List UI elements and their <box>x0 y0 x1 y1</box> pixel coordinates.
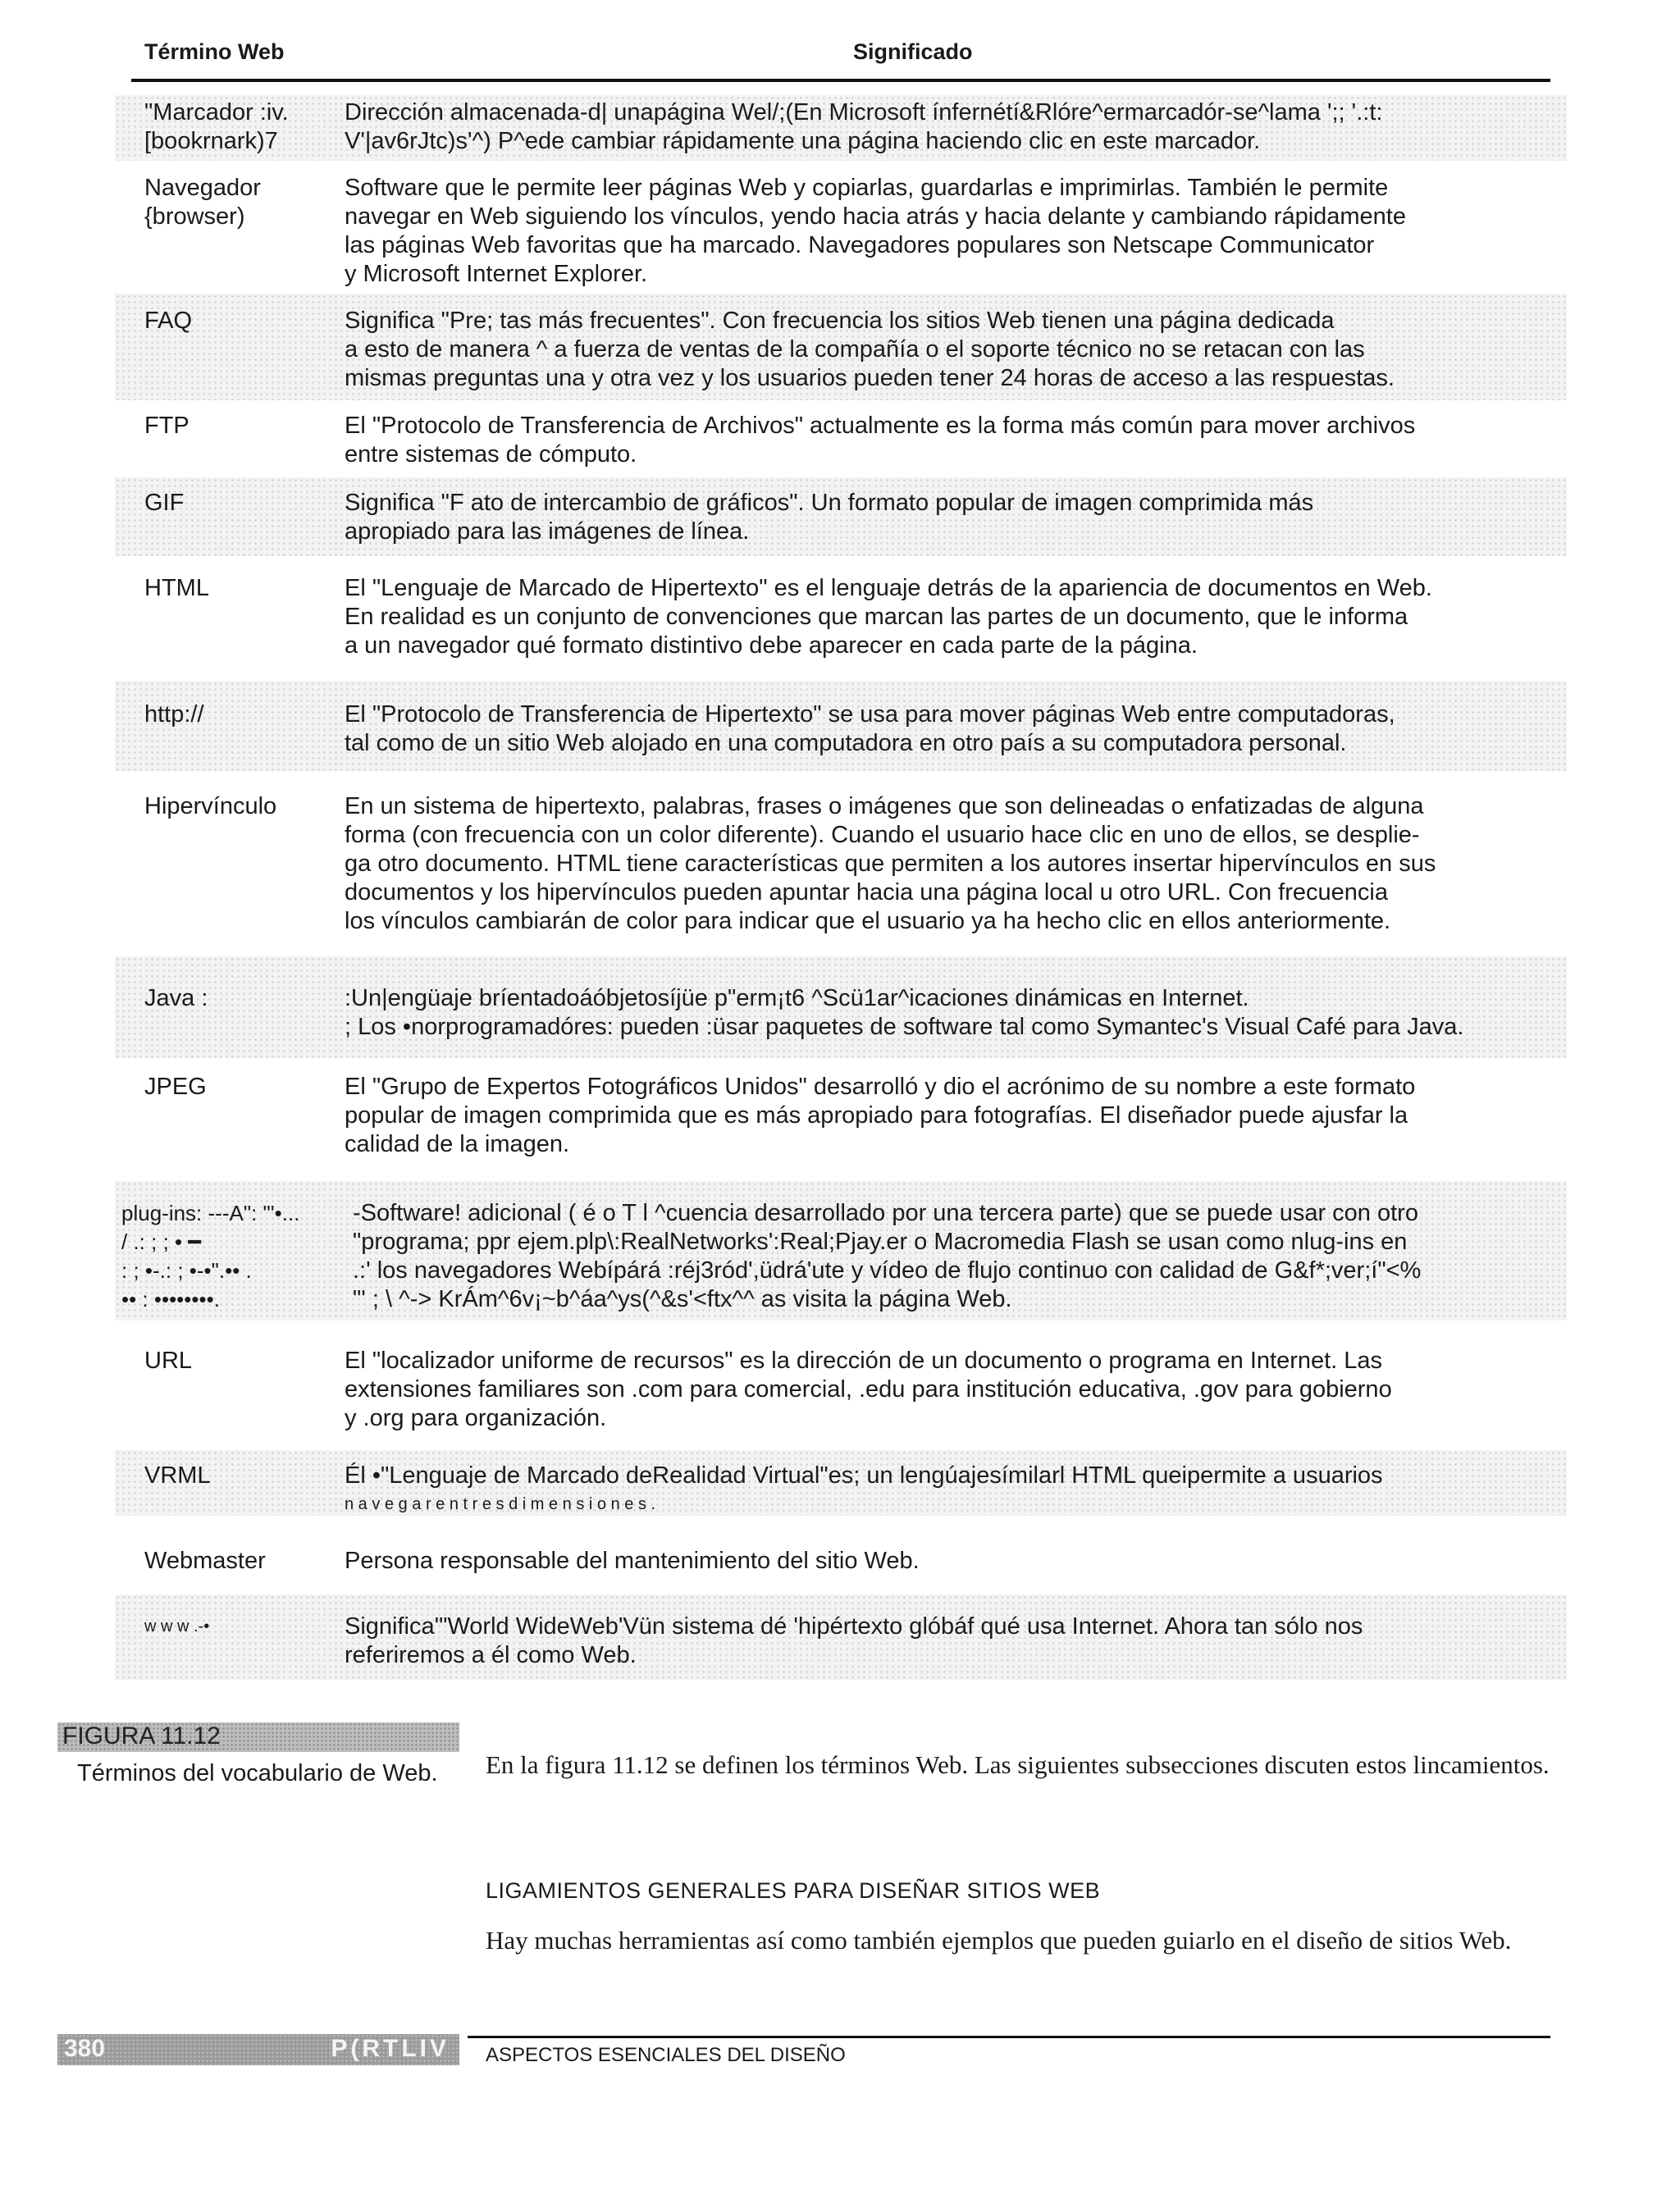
table-row <box>115 1450 1567 1516</box>
definition-cell: Significa "F ato de intercambio de gráficos". Un formato popular de imagen comprimida más apropiado para las imágenes de línea. <box>345 490 1314 545</box>
definition-cell: En un sistema de hipertexto, palabras, frases o imágenes que son delineadas o enfatizadas de alguna forma (con frecuencia con un color diferente). Cuando el usuario hace clic en uno de ellos, se desplie- ga otro documento. HTML tiene características que permiten a los autores insertar hipervínculos en sus documentos y los hipervínculos pueden apuntar hacia una página local u otro URL. Con frecuencia los vínculos cambiarán de color para indicar que el usuario ya ha hecho clic en ellos anteriormente. <box>345 793 1436 934</box>
footer-rule <box>468 2036 1550 2038</box>
table-row <box>115 95 1567 161</box>
term-cell: Navegador {browser) <box>144 175 261 230</box>
column-header-term: Término Web <box>144 39 285 64</box>
footer-page-box <box>57 2034 459 2065</box>
term-cell: FAQ <box>144 308 193 334</box>
definition-cell: Él •"Lenguaje de Marcado deRealidad Virtual"es; un lengúajesímilarl HTML queipermite a usuarios n a v e g a r e n t r e s d i m e n s i o n e s . <box>345 1462 1383 1513</box>
table-row <box>0 1347 1680 1437</box>
table-row <box>115 1594 1567 1680</box>
definition-cell: El "Protocolo de Transferencia de Archivos" actualmente es la forma más común para mover archivos entre sistemas de cómputo. <box>345 413 1416 468</box>
table-row <box>115 1181 1567 1321</box>
part-label: P(RTLIV <box>331 2035 450 2062</box>
figure-caption: Términos del vocabulario de Web. <box>77 1760 438 1786</box>
definition-cell: El "Protocolo de Transferencia de Hipertexto" se usa para mover páginas Web entre computadoras, tal como de un sitio Web alojado en una computadora en otro país a su computadora personal. <box>345 701 1395 756</box>
table-row <box>0 412 1680 469</box>
figure-label-box <box>57 1722 459 1752</box>
definition-cell: El "Lenguaje de Marcado de Hipertexto" es el lenguaje detrás de la apariencia de documentos en Web. En realidad es un conjunto de convenciones que marcan las partes de un documento, que le informa a un navegador qué formato distintivo debe aparecer en cada parte de la página. <box>345 575 1432 659</box>
table-row <box>0 574 1680 664</box>
definition-cell: -Software! adicional ( é o T l ^cuencia desarrollado por una tercera parte) que se puede usar con otro "programa; ppr ejem.plp\:RealNetworks':Real;Pjay.er o Macromedia Flash se usan como nlug-ins en .:' los navegadores Webípárá :réj3ród',üdrá'ute y vídeo de flujo continuo con calidad de G&f*;ver;í"<% "' ; \ ^-> KrÁm^6v¡~b^áa^ys(^&s'<ftx^^ as visita la página Web. <box>353 1200 1422 1312</box>
term-cell: FTP <box>144 413 189 439</box>
section-paragraph: Hay muchas herramientas así como también ejemplos que pueden guiarlo en el diseño de sitios Web. <box>486 1926 1512 1955</box>
definition-cell: El "Grupo de Expertos Fotográficos Unidos" desarrolló y dio el acrónimo de su nombre a este formato popular de imagen comprimida que es más apropiado para fotografías. El diseñador puede ajusfar la calidad de la imagen. <box>345 1074 1416 1157</box>
term-cell: VRML <box>144 1462 211 1489</box>
term-cell: Hipervínculo <box>144 793 277 819</box>
term-cell: w w w .-• <box>144 1617 210 1635</box>
term-cell: HTML <box>144 575 209 601</box>
table-row <box>115 681 1567 771</box>
term-cell: URL <box>144 1348 193 1374</box>
page-number: 380 <box>64 2035 106 2062</box>
term-cell: Webmaster <box>144 1548 266 1574</box>
definition-cell: Significa "Pre; tas más frecuentes". Con frecuencia los sitios Web tienen una página dedicada a esto de manera ^ a fuerza de ventas de la compañía o el soporte técnico no se retacan con las mismas preguntas una y otra vez y los usuarios pueden tener 24 horas de acceso a las respuestas. <box>345 308 1395 391</box>
table-row <box>115 477 1567 556</box>
definition-cell: Persona responsable del mantenimiento del sitio Web. <box>345 1548 920 1574</box>
running-title: ASPECTOS ESENCIALES DEL DISEÑO <box>486 2044 846 2066</box>
definition-cell: Software que le permite leer páginas Web y copiarlas, guardarlas e imprimirlas. También le permite navegar en Web siguiendo los vínculos, yendo hacia atrás y hacia delante y cambiando rápidamente las páginas Web favoritas que ha marcado. Navegadores populares son Netscape Communicator y Microsoft Internet Explorer. <box>345 175 1406 287</box>
table-row <box>0 1073 1680 1163</box>
section-heading: LIGAMIENTOS GENERALES PARA DISEÑAR SITIOS WEB <box>486 1878 1101 1903</box>
term-cell: JPEG <box>144 1074 207 1100</box>
definition-cell: El "localizador uniforme de recursos" es la dirección de un documento o programa en Internet. Las extensiones familiares son .com para comercial, .edu para institución educativa, .gov para gobierno y .org para organización. <box>345 1348 1392 1431</box>
column-header-meaning: Significado <box>853 39 973 64</box>
table-row <box>0 1547 1680 1583</box>
term-cell: GIF <box>144 490 185 516</box>
term-cell: "Marcador :iv. [bookrnark)7 <box>144 99 289 154</box>
definition-cell: Significa'"World WideWeb'Vün sistema dé 'hipértexto glóbáf qué usa Internet. Ahora tan sólo nos referiremos a él como Web. <box>345 1613 1363 1668</box>
table-row <box>115 956 1567 1058</box>
figure-label: FIGURA 11.12 <box>62 1722 221 1750</box>
term-cell: plug-ins: ---A": "'•... / .: ; ; • ━ : ; •-.: ; •-•".•• . •• : ••••••••. <box>121 1201 300 1312</box>
term-cell: http:// <box>144 701 204 728</box>
table-row <box>115 294 1567 400</box>
definition-cell: :Un|engüaje bríentadoáóbjetosíjüe p"erm¡t6 ^Scü1ar^icaciones dinámicas en Internet. ; Los •norprogramadóres: pueden :üsar paquetes de software tal como Symantec's Visual Café para Java. <box>345 985 1464 1040</box>
header-rule <box>131 79 1550 82</box>
term-cell: Java : <box>144 985 208 1011</box>
definition-cell: Dirección almacenada-d| unapágina Wel/;(En Microsoft ínfernétí&Rlóre^ermarcadór-se^lama ';; '.:t: V'|av6rJtc)s'^) P^ede cambiar rápidamente una página haciendo clic en este marcador. <box>345 99 1383 154</box>
table-row <box>0 792 1680 940</box>
table-row <box>0 174 1680 289</box>
intro-paragraph: En la figura 11.12 se definen los términos Web. Las siguientes subsecciones discuten estos lincamientos. <box>486 1750 1550 1779</box>
